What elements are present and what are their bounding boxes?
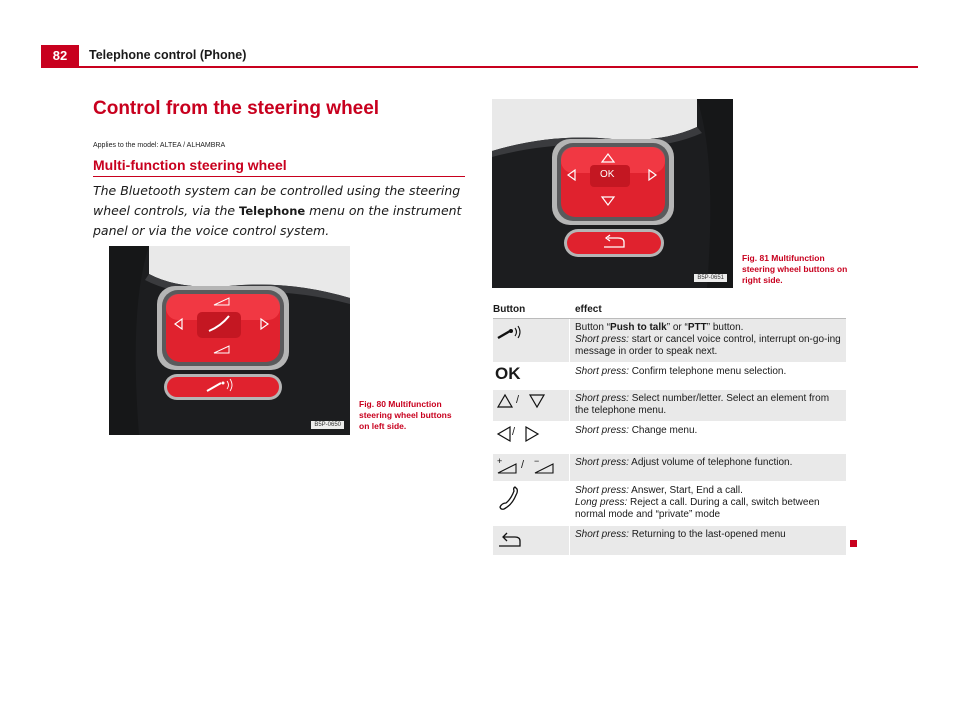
subsection-title: Multi-function steering wheel — [93, 157, 287, 173]
icon-separator: / — [516, 394, 520, 406]
figure-left-steering-buttons — [109, 246, 350, 435]
button-function-table — [493, 300, 846, 556]
table-header — [493, 300, 846, 319]
right-steering-wheel-illustration — [492, 99, 733, 288]
table-row: / Short press: Change menu. — [493, 422, 846, 454]
figure-81-caption: Fig. 81 Multifunction steering wheel buttons on right side. — [742, 253, 848, 285]
figure-80-caption: Fig. 80 Multifunction steering wheel buttons on left side. — [359, 399, 452, 431]
table-row: Short press: Returning to the last-opened menu — [493, 526, 846, 556]
header-effect: effect — [575, 304, 602, 315]
table-row: Button “Push to talk” or “PTT” button. Short press: start or cancel voice control, interrupt on-go-ing message in order to speak next. — [493, 319, 846, 363]
figure-code: B5P-0650 — [311, 421, 344, 429]
ok-button-label: OK — [600, 169, 615, 180]
section-title: Control from the steering wheel — [93, 98, 380, 119]
left-right-icon — [496, 425, 556, 445]
header-button: Button — [493, 304, 526, 315]
table-row: Short press: Answer, Start, End a call. Long press: Reject a call. During a call, switch between normal mode and “private” mode — [493, 482, 846, 526]
page-number: 82 — [41, 45, 79, 67]
table-row: + − / Short press: Adjust volume of telephone function. — [493, 454, 846, 482]
up-down-icon — [496, 393, 556, 413]
subsection-rule — [93, 176, 465, 177]
header-rule — [41, 66, 918, 68]
intro-paragraph: The Bluetooth system can be controlled using the steering wheel controls, via the Telephone menu on the instrument panel or via the voice control system. — [93, 183, 462, 238]
table-row: OK Short press: Confirm telephone menu selection. — [493, 363, 846, 390]
icon-separator: / — [521, 459, 525, 471]
figure-code: B5P-0651 — [694, 274, 727, 282]
svg-text:−: − — [534, 457, 540, 466]
running-header: Telephone control (Phone) — [89, 48, 247, 62]
figure-right-steering-buttons — [492, 99, 733, 288]
ok-icon: OK — [495, 364, 521, 383]
volume-icon — [496, 457, 566, 477]
left-steering-wheel-illustration — [109, 246, 350, 435]
section-end-marker — [850, 540, 857, 547]
icon-separator: / — [512, 426, 516, 438]
push-to-talk-icon — [496, 322, 566, 344]
phone-icon — [496, 485, 526, 511]
back-icon — [496, 529, 536, 551]
svg-text:+: + — [497, 457, 503, 466]
applies-note: Applies to the model: ALTEA / ALHAMBRA — [93, 142, 226, 149]
table-row: / Short press: Select number/letter. Select an element from the telephone menu. — [493, 390, 846, 422]
